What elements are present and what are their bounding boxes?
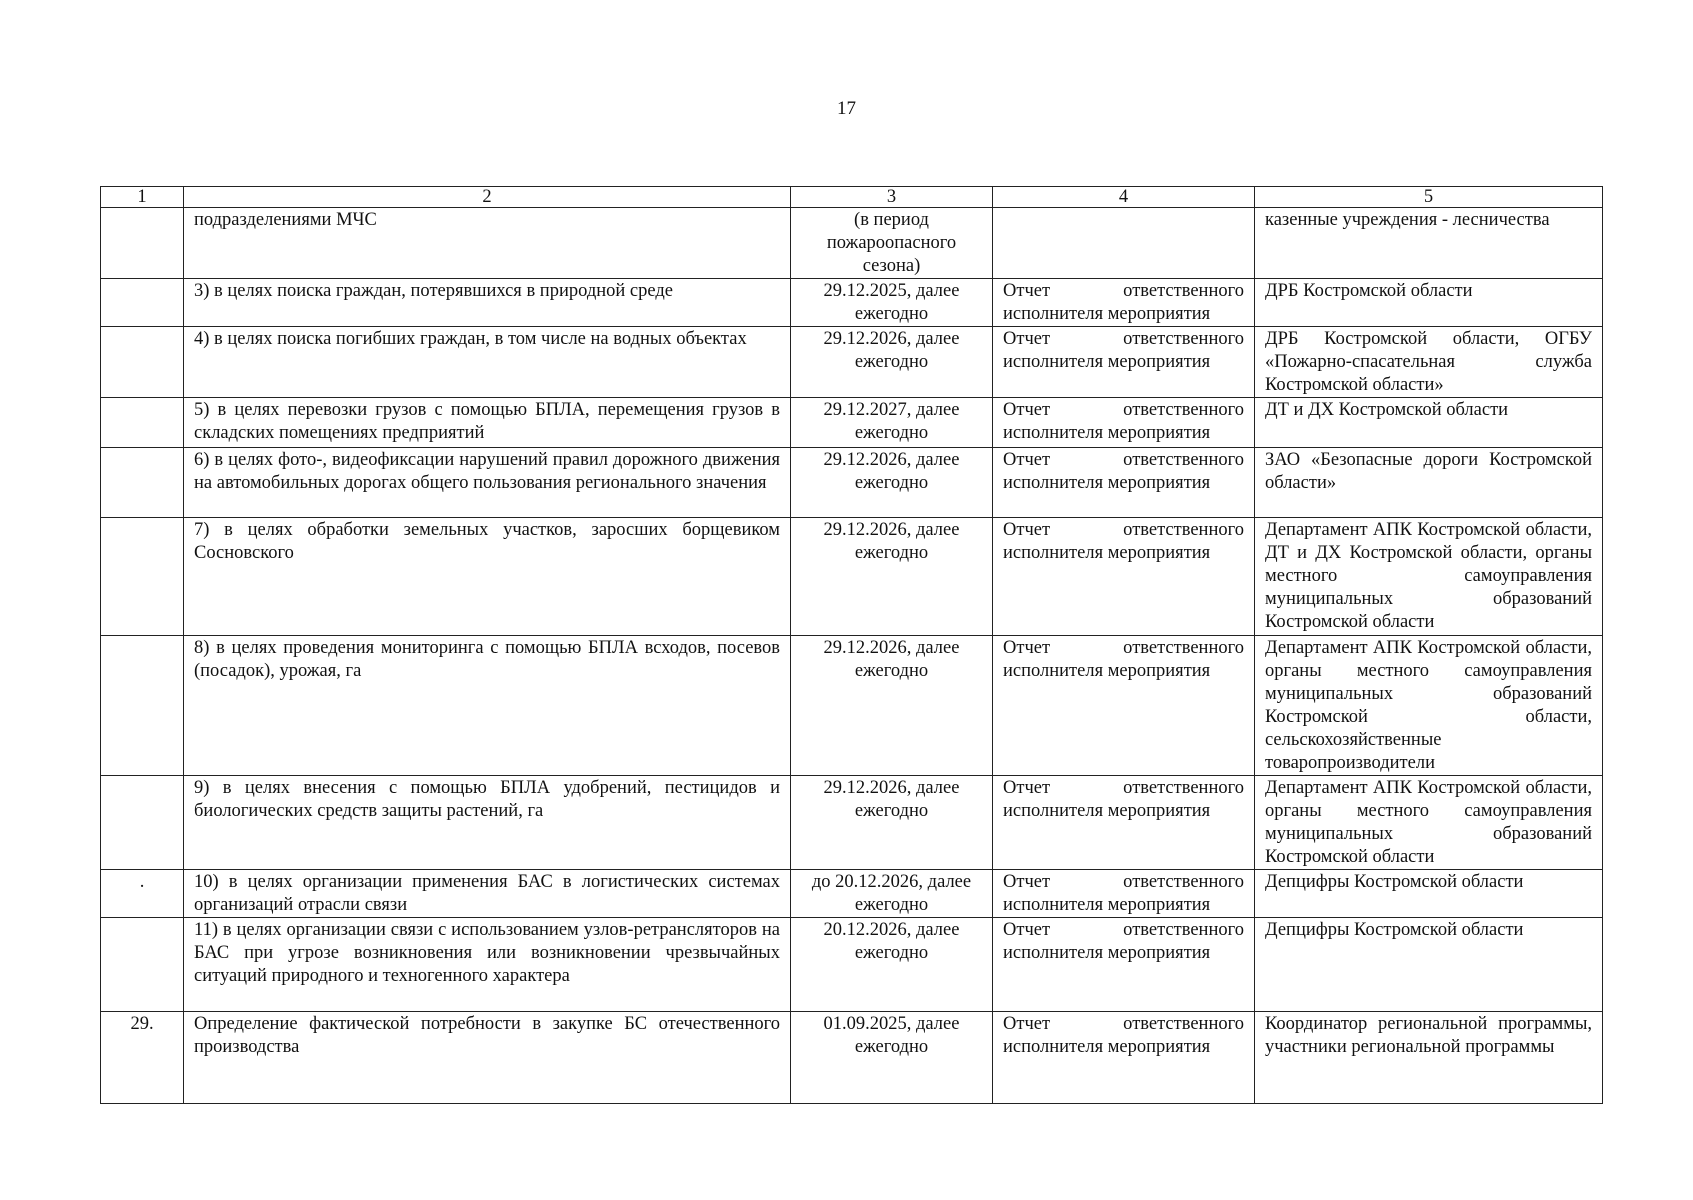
activities-table <box>100 186 1603 1104</box>
row-number-cell <box>101 776 184 870</box>
table-row <box>101 208 1603 279</box>
activity-cell: 10) в целях организации применения БАС в логистических системах организаций отрасли связи <box>184 870 791 918</box>
header-cell-2: 2 <box>184 187 791 208</box>
row-number-cell <box>101 918 184 1012</box>
activity-cell: 9) в целях внесения с помощью БПЛА удобрений, пестицидов и биологических средств защиты растений, га <box>184 776 791 870</box>
table-row <box>101 448 1603 518</box>
table-row <box>101 870 1603 918</box>
row-number-cell <box>101 208 184 279</box>
row-number-cell: . <box>101 870 184 918</box>
row-number-cell <box>101 518 184 636</box>
report-cell: Отчет ответственного исполнителя мероприятия <box>993 1012 1255 1104</box>
activity-cell: 11) в целях организации связи с использованием узлов-ретрансляторов на БАС при угрозе возникновения или возникновении чрезвычайных ситуаций природного и техногенного характера <box>184 918 791 1012</box>
report-cell: Отчет ответственного исполнителя мероприятия <box>993 518 1255 636</box>
page-number: 17 <box>837 98 856 119</box>
table-row <box>101 636 1603 776</box>
executor-cell: Департамент АПК Костромской области, ДТ и ДХ Костромской области, органы местного самоуправления муниципальных образований Костромской области <box>1255 518 1603 636</box>
table-row <box>101 327 1603 398</box>
deadline-cell: 20.12.2026, далее ежегодно <box>791 918 993 1012</box>
table-row <box>101 776 1603 870</box>
row-number-cell <box>101 327 184 398</box>
report-cell: Отчет ответственного исполнителя мероприятия <box>993 279 1255 327</box>
row-number-cell <box>101 636 184 776</box>
executor-cell: казенные учреждения - лесничества <box>1255 208 1603 279</box>
executor-cell: Департамент АПК Костромской области, органы местного самоуправления муниципальных образований Костромской области, сельскохозяйственные товаропроизводители <box>1255 636 1603 776</box>
deadline-cell: 29.12.2026, далее ежегодно <box>791 327 993 398</box>
activity-cell: 8) в целях проведения мониторинга с помощью БПЛА всходов, посевов (посадок), урожая, га <box>184 636 791 776</box>
deadline-cell: 01.09.2025, далее ежегодно <box>791 1012 993 1104</box>
deadline-cell: 29.12.2026, далее ежегодно <box>791 776 993 870</box>
executor-cell: ДРБ Костромской области, ОГБУ «Пожарно-спасательная служба Костромской области» <box>1255 327 1603 398</box>
activity-cell: 4) в целях поиска погибших граждан, в том числе на водных объектах <box>184 327 791 398</box>
report-cell <box>993 208 1255 279</box>
activity-cell: Определение фактической потребности в закупке БС отечественного производства <box>184 1012 791 1104</box>
table-row <box>101 518 1603 636</box>
report-cell: Отчет ответственного исполнителя мероприятия <box>993 398 1255 448</box>
deadline-cell: 29.12.2026, далее ежегодно <box>791 518 993 636</box>
activity-cell: 5) в целях перевозки грузов с помощью БПЛА, перемещения грузов в складских помещениях предприятий <box>184 398 791 448</box>
row-number-cell <box>101 398 184 448</box>
row-number-cell <box>101 279 184 327</box>
table-row <box>101 279 1603 327</box>
activity-cell: 6) в целях фото-, видеофиксации нарушений правил дорожного движения на автомобильных дорогах общего пользования регионального значения <box>184 448 791 518</box>
deadline-cell: 29.12.2026, далее ежегодно <box>791 448 993 518</box>
executor-cell: ДРБ Костромской области <box>1255 279 1603 327</box>
header-cell-4: 4 <box>993 187 1255 208</box>
header-cell-3: 3 <box>791 187 993 208</box>
header-cell-1: 1 <box>101 187 184 208</box>
activity-cell: 3) в целях поиска граждан, потерявшихся в природной среде <box>184 279 791 327</box>
table-row <box>101 1012 1603 1104</box>
activity-cell: подразделениями МЧС <box>184 208 791 279</box>
report-cell: Отчет ответственного исполнителя мероприятия <box>993 918 1255 1012</box>
executor-cell: ДТ и ДХ Костромской области <box>1255 398 1603 448</box>
column-number-header-row <box>101 187 1603 208</box>
executor-cell: ЗАО «Безопасные дороги Костромской области» <box>1255 448 1603 518</box>
executor-cell: Координатор региональной программы, участники региональной программы <box>1255 1012 1603 1104</box>
report-cell: Отчет ответственного исполнителя мероприятия <box>993 776 1255 870</box>
row-number-cell <box>101 448 184 518</box>
report-cell: Отчет ответственного исполнителя мероприятия <box>993 636 1255 776</box>
report-cell: Отчет ответственного исполнителя мероприятия <box>993 870 1255 918</box>
deadline-cell: до 20.12.2026, далее ежегодно <box>791 870 993 918</box>
table-row <box>101 398 1603 448</box>
row-number-cell: 29. <box>101 1012 184 1104</box>
executor-cell: Департамент АПК Костромской области, органы местного самоуправления муниципальных образований Костромской области <box>1255 776 1603 870</box>
deadline-cell: 29.12.2026, далее ежегодно <box>791 636 993 776</box>
executor-cell: Депцифры Костромской области <box>1255 918 1603 1012</box>
deadline-cell: (в период пожароопасного сезона) <box>791 208 993 279</box>
header-cell-5: 5 <box>1255 187 1603 208</box>
table-row <box>101 918 1603 1012</box>
report-cell: Отчет ответственного исполнителя мероприятия <box>993 327 1255 398</box>
executor-cell: Депцифры Костромской области <box>1255 870 1603 918</box>
deadline-cell: 29.12.2027, далее ежегодно <box>791 398 993 448</box>
activity-cell: 7) в целях обработки земельных участков, заросших борщевиком Сосновского <box>184 518 791 636</box>
deadline-cell: 29.12.2025, далее ежегодно <box>791 279 993 327</box>
report-cell: Отчет ответственного исполнителя мероприятия <box>993 448 1255 518</box>
